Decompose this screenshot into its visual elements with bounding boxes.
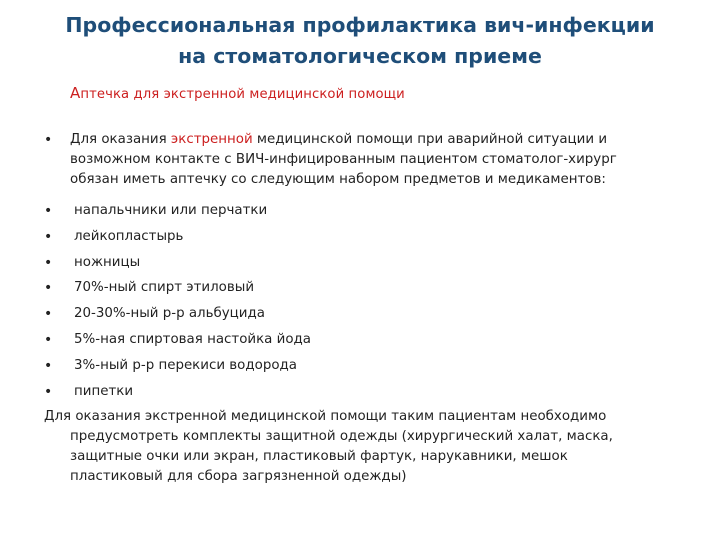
bullet-marker: • [44, 132, 53, 148]
bullet-marker: • [44, 384, 53, 400]
list-item-text: пипетки [74, 384, 134, 399]
bullet-marker: • [44, 255, 53, 271]
list-item-text: ножницы [74, 255, 141, 270]
intro-text [70, 130, 617, 190]
bullet-marker: • [44, 229, 53, 245]
intro-line-1 [70, 130, 617, 150]
intro-line-2: возможном контакте с ВИЧ-инфицированным пациентом стоматолог-хирург [70, 152, 617, 167]
list-item-text: 20-30%-ный р-р альбуцида [74, 306, 265, 321]
subtitle-rest: птечка для экстренной медицинской помощи [80, 87, 405, 102]
closing-line-4: пластиковый для сбора загрязненной одежды) [70, 469, 407, 484]
closing-line-2: предусмотреть комплекты защитной одежды (хирургический халат, маска, [70, 429, 613, 444]
list-item-text: 5%-ная спиртовая настойка йода [74, 332, 311, 347]
bullet-marker: • [44, 358, 53, 374]
slide-title-line-2: на стоматологическом приеме [178, 44, 542, 68]
list-item-text: напальчники или перчатки [74, 203, 268, 218]
bullet-marker: • [44, 332, 53, 348]
closing-line-3: защитные очки или экран, пластиковый фартук, нарукавники, мешок [70, 449, 568, 464]
slide-title-line-1: Профессиональная профилактика вич-инфекции [65, 13, 655, 37]
closing-paragraph [44, 407, 613, 487]
bullet-marker: • [44, 203, 53, 219]
list-item-text: 70%-ный спирт этиловый [74, 280, 255, 295]
bullet-marker: • [44, 280, 53, 296]
intro-line-3: обязан иметь аптечку со следующим набором предметов и медикаментов: [70, 172, 606, 187]
intro-highlight: экстренной [170, 132, 253, 147]
bullet-marker: • [44, 306, 53, 322]
intro-line-1-end: медицинской помощи при аварийной ситуации и [252, 132, 608, 147]
subtitle-first-letter: А [70, 84, 81, 102]
list-item-text: лейкопластырь [74, 229, 184, 244]
list-item-text: 3%-ный р-р перекиси водорода [74, 358, 297, 373]
closing-line-1: Для оказания экстренной медицинской помощи таким пациентам необходимо [44, 409, 607, 424]
intro-line-1-start: Для оказания [70, 132, 171, 147]
